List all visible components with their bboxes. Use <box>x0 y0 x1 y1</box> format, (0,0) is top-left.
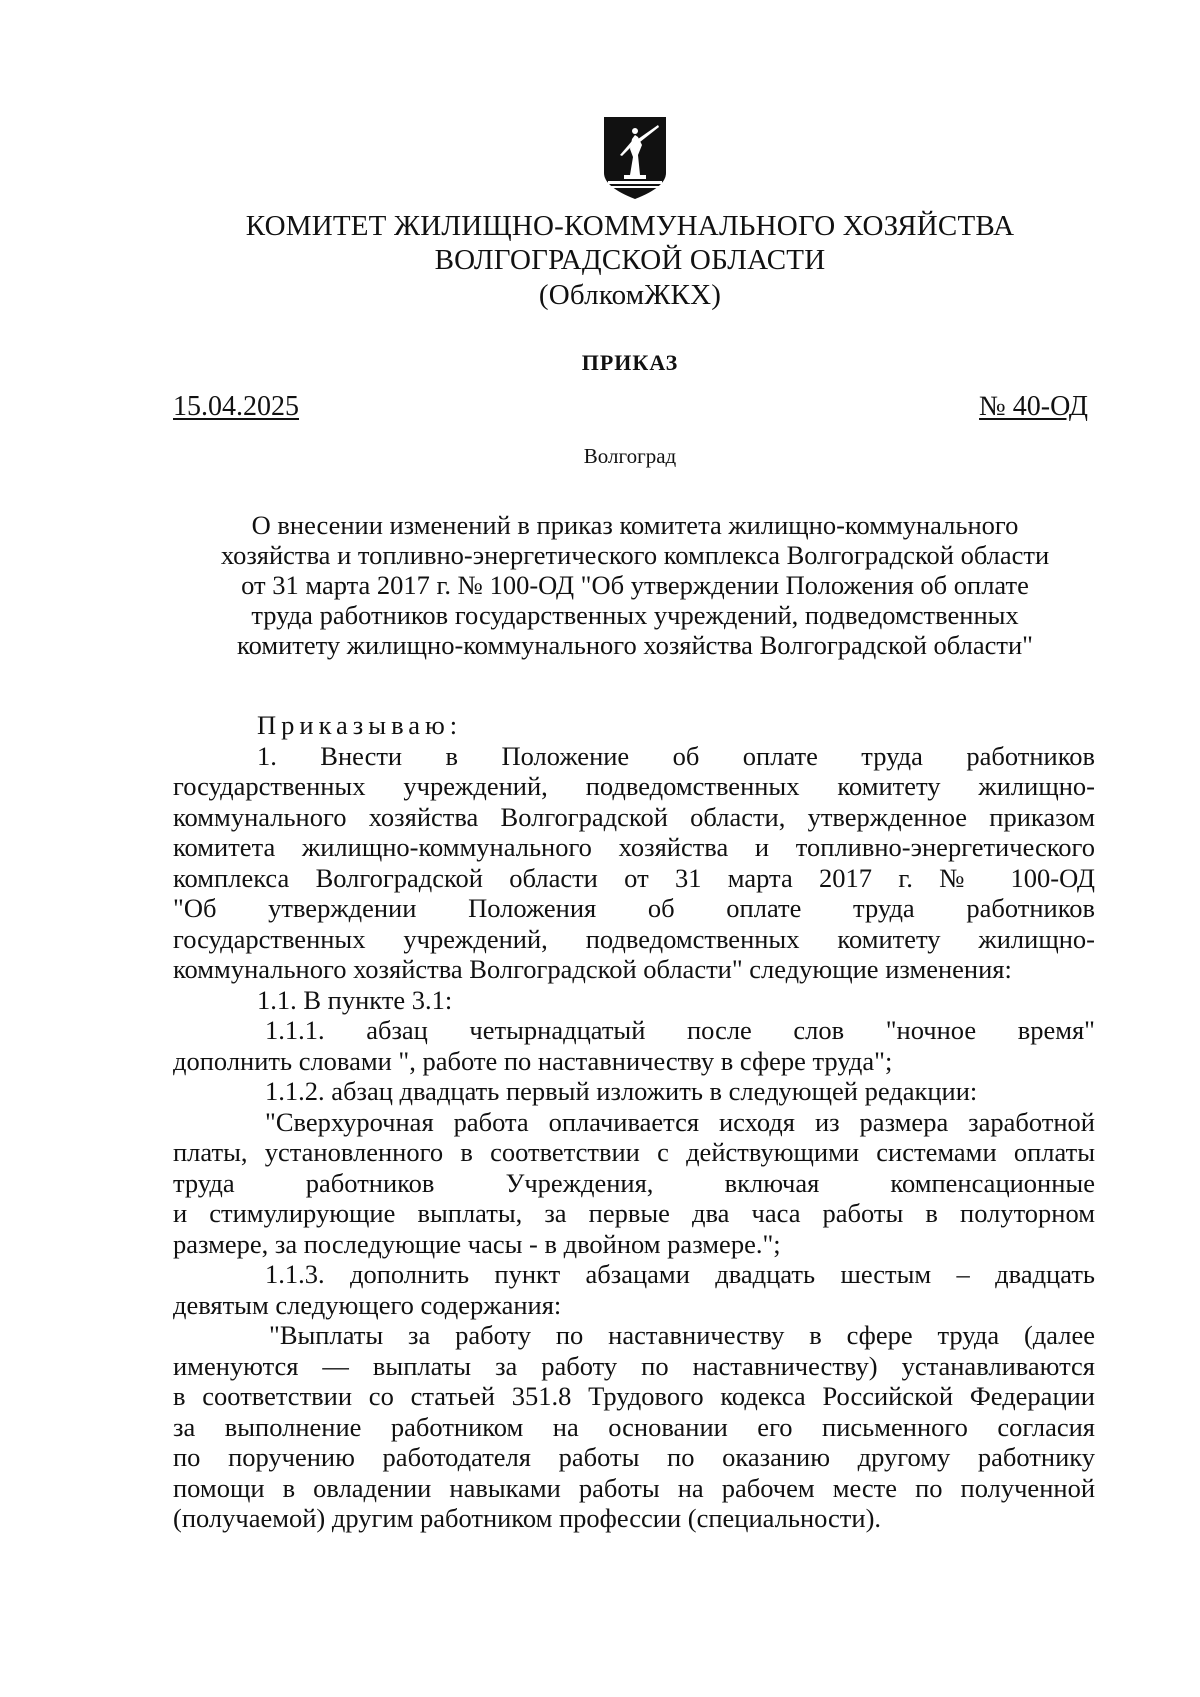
document-city: Волгоград <box>583 444 677 468</box>
body-line: коммунального хозяйства Волгоградской области" следующие изменения: <box>173 954 1012 984</box>
body-line: комплекса Волгоградской области от 31 марта 2017 г. № 100-ОД <box>173 862 1095 893</box>
body-line: комитета жилищно-коммунального хозяйства и топливно-энергетического <box>173 832 1095 862</box>
document-subject <box>160 510 1110 660</box>
body-line: 1.1. В пункте 3.1: <box>257 984 453 1015</box>
subject-line: труда работников государственных учреждений, подведомственных <box>251 600 1019 630</box>
body-line: за выполнение работником на основании его письменного согласия <box>173 1411 1095 1442</box>
document-number: № 40-ОД <box>979 391 1088 422</box>
body-line: 1.1.1. абзац четырнадцатый после слов "ночное время" <box>265 1015 1095 1045</box>
body-line: девятым следующего содержания: <box>173 1289 562 1320</box>
subject-line: от 31 марта 2017 г. № 100-ОД "Об утверждении Положения об оплате <box>241 570 1029 600</box>
body-line: дополнить словами ", работе по наставничеству в сфере труда"; <box>173 1045 893 1076</box>
body-line: и стимулирующие выплаты, за первые два часа работы в полуторном <box>173 1198 1095 1228</box>
body-line: (получаемой) другим работником профессии (специальности). <box>173 1503 882 1533</box>
body-line: помощи в овладении навыками работы на рабочем месте по полученной <box>173 1472 1095 1503</box>
body-line: труда работников Учреждения, включая компенсационные <box>173 1167 1095 1198</box>
subject-line: О внесении изменений в приказ комитета жилищно-коммунального <box>251 510 1019 540</box>
body-line: "Об утверждении Положения об оплате труда работников <box>173 893 1095 923</box>
document-type: ПРИКАЗ <box>581 350 679 375</box>
organization-abbreviation: (ОблкомЖКХ) <box>538 279 722 311</box>
body-line: "Сверхурочная работа оплачивается исходя из размера заработной <box>265 1106 1095 1137</box>
body-line: в соответствии со статьей 351.8 Трудового кодекса Российской Федерации <box>173 1381 1095 1411</box>
body-line: государственных учреждений, подведомственных комитету жилищно- <box>173 923 1095 954</box>
organization-name-line-2: ВОЛГОГРАДСКОЙ ОБЛАСТИ <box>434 244 826 276</box>
body-line: именуются — выплаты за работу по наставничеству) устанавливаются <box>173 1350 1095 1381</box>
document-body <box>173 710 1095 1534</box>
body-line: 1.1.2. абзац двадцать первый изложить в следующей редакции: <box>265 1076 978 1106</box>
body-line: "Выплаты за работу по наставничеству в сфере труда (далее <box>269 1320 1095 1350</box>
subject-line: хозяйства и топливно-энергетического комплекса Волгоградской области <box>220 540 1050 570</box>
body-line: государственных учреждений, подведомственных комитету жилищно- <box>173 771 1095 801</box>
body-line: 1. Внести в Положение об оплате труда работников <box>257 740 1095 771</box>
body-line: 1.1.3. дополнить пункт абзацами двадцать шестым – двадцать <box>265 1259 1095 1289</box>
subject-line: комитету жилищно-коммунального хозяйства Волгоградской области" <box>237 630 1033 660</box>
body-line: размере, за последующие часы - в двойном размере."; <box>173 1228 781 1259</box>
organization-name-line-1: КОМИТЕТ ЖИЛИЩНО-КОММУНАЛЬНОГО ХОЗЯЙСТВА <box>245 210 1015 242</box>
body-line: коммунального хозяйства Волгоградской области, утвержденное приказом <box>173 801 1095 832</box>
body-line: платы, установленного в соответствии с действующими системами оплаты <box>173 1137 1095 1167</box>
body-line: по поручению работодателя работы по оказанию другому работнику <box>173 1442 1095 1472</box>
volgograd-coat-of-arms-icon <box>600 115 670 201</box>
document-date: 15.04.2025 <box>173 391 299 422</box>
order-verb: Приказываю: <box>257 710 463 740</box>
